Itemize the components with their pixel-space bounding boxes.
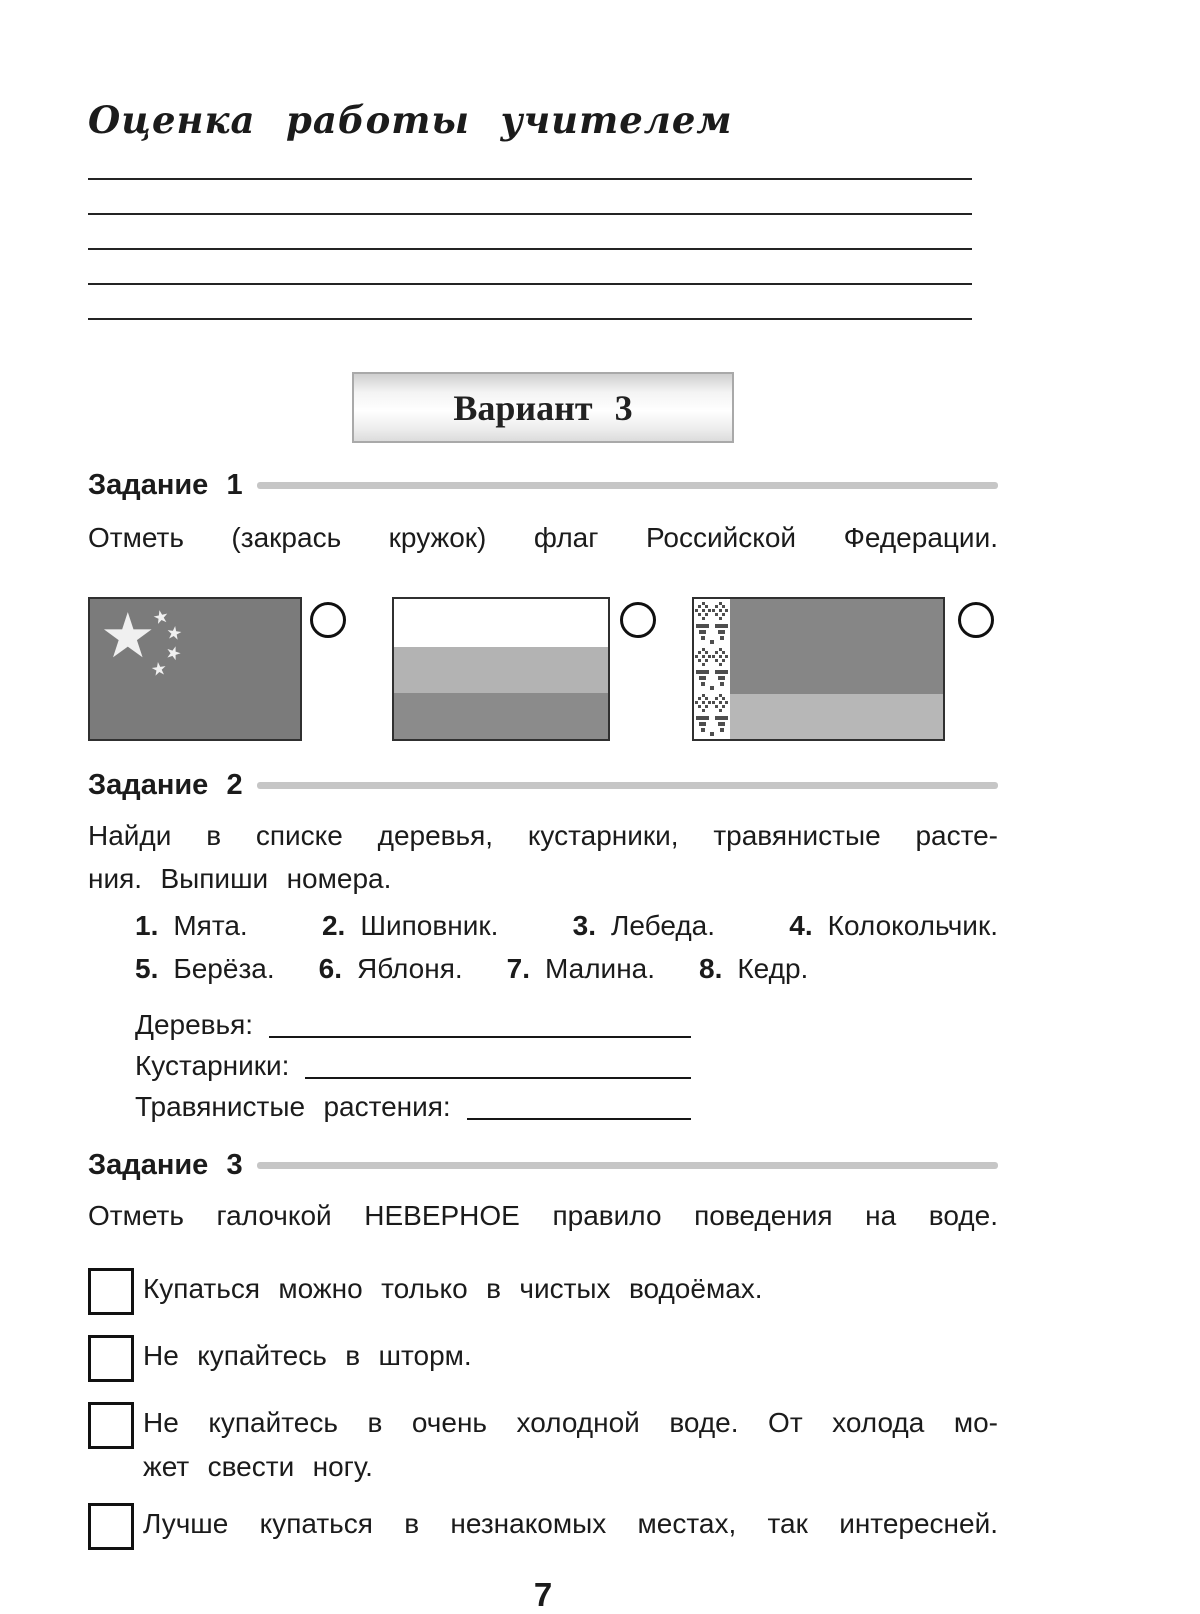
checkbox[interactable] (88, 1268, 134, 1315)
teacher-evaluation-heading: Оценка работы учителем (88, 98, 733, 142)
variant-number: 3 (614, 387, 633, 428)
task2-answers (135, 1000, 998, 1123)
list-item: 2. Шиповник. (321, 910, 499, 941)
belarus-flag (692, 597, 945, 741)
task2-prompt-line: ния. Выпиши номера. (88, 863, 392, 894)
task2-prompt (88, 814, 998, 900)
rule-option-text: Лучше купаться в незнакомых местах, так интересней. (143, 1508, 998, 1539)
answer-label: Кустарники: (135, 1050, 290, 1081)
task1-header (88, 469, 998, 502)
flag-options-row (88, 597, 998, 743)
rule-option-1 (88, 1267, 998, 1315)
plant-list-row (135, 904, 998, 947)
plant-list (135, 904, 998, 990)
belarus-bands (730, 599, 943, 739)
writing-line[interactable] (88, 318, 972, 320)
checkbox[interactable] (88, 1503, 134, 1550)
checkbox[interactable] (88, 1402, 134, 1449)
small-star-icon: ★ (150, 605, 172, 630)
flag-band-darkgray (394, 693, 608, 739)
list-item: 8. Кедр. (699, 953, 809, 984)
answer-label: Деревья: (135, 1009, 254, 1040)
list-item: 5. Берёза. (135, 953, 275, 984)
rule-option-3 (88, 1401, 998, 1489)
variant-banner (352, 372, 734, 443)
answer-label: Травянистые растения: (135, 1091, 451, 1122)
rule-option-text: Не купайтесь в шторм. (143, 1340, 472, 1371)
writing-line[interactable] (88, 178, 972, 180)
list-item: 6. Яблоня. (318, 953, 463, 984)
flag-band-light-bottom (730, 694, 943, 739)
task2-prompt-line: Найди в списке деревья, кустарники, травянистые расте- (88, 820, 998, 851)
section-rule (257, 782, 998, 789)
flag2-answer-circle[interactable] (620, 602, 656, 638)
task2-title: Задание 2 (88, 769, 243, 801)
rule-option-4 (88, 1502, 998, 1550)
answer-row-herbs (135, 1082, 691, 1123)
checkbox[interactable] (88, 1335, 134, 1382)
small-star-icon: ★ (162, 641, 185, 667)
small-star-icon: ★ (164, 621, 184, 646)
flag-band-white (394, 599, 608, 647)
answer-blank-line[interactable] (269, 1036, 691, 1038)
answer-row-trees (135, 1000, 691, 1041)
task1-prompt: Отметь (закрась кружок) флаг Российской Федерации. (88, 522, 998, 553)
writing-line[interactable] (88, 248, 972, 250)
list-item: 4. Колокольчик. (789, 910, 998, 941)
plant-list-row (135, 947, 998, 990)
flag1-answer-circle[interactable] (310, 602, 346, 638)
list-item: 3. Лебеда. (572, 910, 716, 941)
russia-flag (392, 597, 610, 741)
variant-word: Вариант (453, 387, 593, 428)
list-item: 1. Мята. (135, 910, 248, 941)
writing-line[interactable] (88, 283, 972, 285)
section-rule (257, 482, 998, 489)
section-rule (257, 1162, 998, 1169)
answer-blank-line[interactable] (305, 1077, 691, 1079)
task3-prompt: Отметь галочкой НЕВЕРНОЕ правило поведения на воде. (88, 1200, 998, 1231)
list-item: 7. Малина. (506, 953, 656, 984)
rule-option-2 (88, 1334, 998, 1382)
large-star-icon: ★ (100, 599, 156, 672)
task2-header (88, 769, 998, 802)
task1-title: Задание 1 (88, 469, 243, 501)
flag-band-gray (394, 647, 608, 693)
page-content (88, 0, 998, 1614)
rule-option-text: Не купайтесь в очень холодной воде. От холода мо- жет свести ногу. (143, 1407, 998, 1482)
teacher-evaluation-writing-area (88, 178, 972, 320)
answer-blank-line[interactable] (467, 1118, 691, 1120)
rule-option-text: Купаться можно только в чистых водоёмах. (143, 1273, 763, 1304)
china-flag (88, 597, 302, 741)
writing-line[interactable] (88, 213, 972, 215)
task3-header (88, 1149, 998, 1182)
small-star-icon: ★ (149, 657, 169, 682)
task3-title: Задание 3 (88, 1149, 243, 1181)
flag3-answer-circle[interactable] (958, 602, 994, 638)
page-number: 7 (533, 1576, 553, 1613)
belarus-ornament-strip (694, 599, 730, 739)
answer-row-shrubs (135, 1041, 691, 1082)
flag-band-dark-top (730, 599, 943, 694)
